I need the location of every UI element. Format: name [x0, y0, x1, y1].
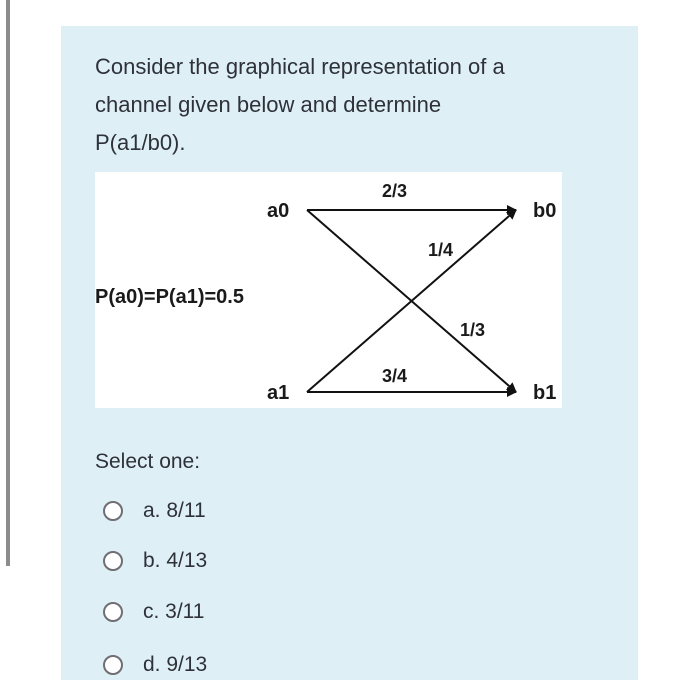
- select-one-prompt: Select one:: [95, 450, 201, 473]
- transition-a1-b0-label: 1/4: [428, 240, 454, 260]
- answer-option-label: a. 8/11: [143, 499, 206, 522]
- input-label-a0: a0: [267, 200, 290, 222]
- output-label-b1: b1: [533, 382, 557, 404]
- radio-button-icon[interactable]: [103, 655, 123, 675]
- question-line: channel given below and determine: [95, 92, 442, 117]
- transition-a0-b1-label: 1/3: [460, 320, 486, 340]
- channel-diagram-svg: [95, 172, 562, 408]
- scroll-indicator: [6, 0, 10, 566]
- channel-diagram: [95, 172, 562, 408]
- question-line: P(a1/b0).: [95, 130, 186, 155]
- input-label-a1: a1: [267, 382, 290, 404]
- radio-button-icon[interactable]: [103, 602, 123, 622]
- prior-probability-label: P(a0)=P(a1)=0.5: [95, 286, 244, 308]
- question-line: Consider the graphical representation of a: [95, 54, 505, 79]
- radio-button-icon[interactable]: [103, 551, 123, 571]
- answer-option-label: b. 4/13: [143, 549, 208, 572]
- transition-a1-b1-label: 3/4: [382, 366, 408, 386]
- answer-option-label: d. 9/13: [143, 653, 208, 676]
- answer-option-b[interactable]: [103, 546, 207, 576]
- transition-a0-b0-label: 2/3: [382, 181, 408, 201]
- answer-option-a[interactable]: [103, 496, 206, 526]
- radio-button-icon[interactable]: [103, 501, 123, 521]
- answer-option-label: c. 3/11: [143, 600, 205, 623]
- output-label-b0: b0: [533, 200, 557, 222]
- question-panel: [61, 26, 638, 680]
- question-text: [95, 48, 615, 162]
- answer-option-d[interactable]: [103, 650, 207, 680]
- answer-option-c[interactable]: [103, 597, 204, 627]
